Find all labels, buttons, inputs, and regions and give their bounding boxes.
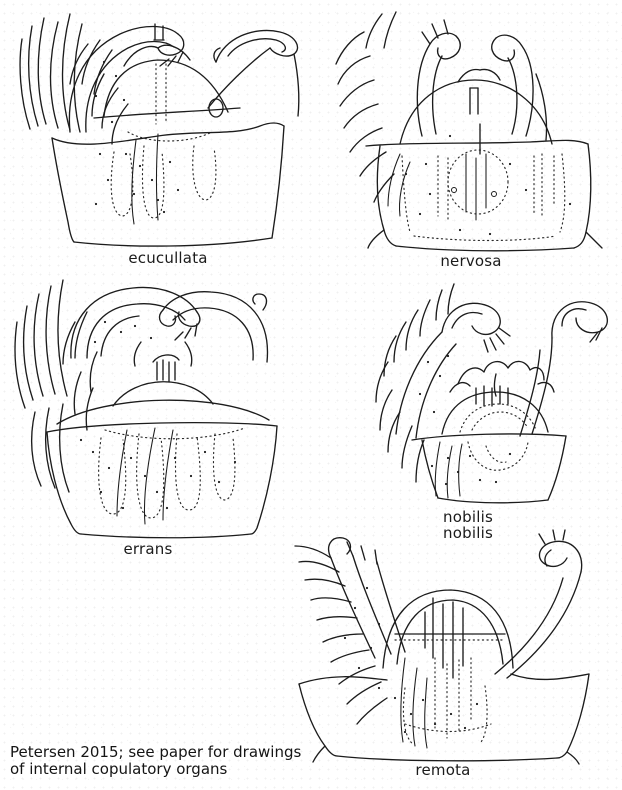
panel-ecucullata (8, 4, 308, 250)
species-label-remota: remota (415, 761, 471, 779)
left-bristles (20, 14, 128, 144)
stipple-dots (344, 587, 478, 733)
segment-body (366, 140, 602, 250)
central-dome (383, 590, 513, 678)
left-clasper (417, 20, 460, 136)
inner-hair-strokes (132, 134, 158, 224)
stipple-dots (405, 135, 571, 235)
right-clasper (495, 530, 582, 678)
ecucullata-genitalia-drawing (8, 4, 308, 250)
species-label-line: nobilis (443, 524, 493, 542)
stipple-dots (80, 321, 236, 509)
inner-hair-strokes (435, 442, 462, 498)
caption-line-2: of internal copulatory organs (10, 759, 228, 778)
internal-organs-dotted (395, 640, 505, 744)
species-label-errans: errans (123, 540, 173, 558)
errans-genitalia-drawing (5, 262, 320, 540)
left-clasper (396, 303, 510, 438)
panel-nervosa (330, 4, 620, 252)
segment-body (299, 674, 589, 764)
panel-errans (5, 262, 320, 540)
inner-hair-strokes (388, 154, 497, 220)
species-label-nervosa: nervosa (440, 252, 502, 270)
inner-hair-strokes (401, 658, 427, 748)
right-clasper (160, 292, 268, 362)
central-structure (94, 24, 240, 118)
caption-line-1: Petersen 2015; see paper for drawings (10, 743, 302, 761)
figure-caption (10, 744, 330, 777)
stipple-dots (419, 355, 511, 485)
left-clasper (71, 288, 200, 358)
left-clasper (329, 538, 405, 658)
internal-organs-dotted (99, 428, 245, 518)
left-clasper (69, 27, 183, 133)
remota-genitalia-drawing (255, 528, 605, 766)
nervosa-genitalia-drawing (330, 4, 620, 252)
nobilis-nobilis-genitalia-drawing (300, 266, 620, 508)
species-label-ecucullata: ecucullata (128, 249, 208, 267)
left-bristles (295, 542, 387, 724)
right-clasper (492, 35, 547, 140)
internal-organs-dotted (111, 146, 216, 218)
central-dotted-lines (128, 64, 212, 141)
segment-body (412, 434, 566, 503)
dome-dotted-arcs (460, 404, 536, 470)
left-bristles (376, 284, 454, 482)
panel-remota (255, 528, 605, 766)
species-label-line: nobilis (443, 508, 493, 526)
central-structure (57, 342, 269, 424)
central-structure (400, 69, 552, 154)
panel-nobilis-nobilis (300, 266, 620, 508)
left-bristles (336, 12, 396, 202)
